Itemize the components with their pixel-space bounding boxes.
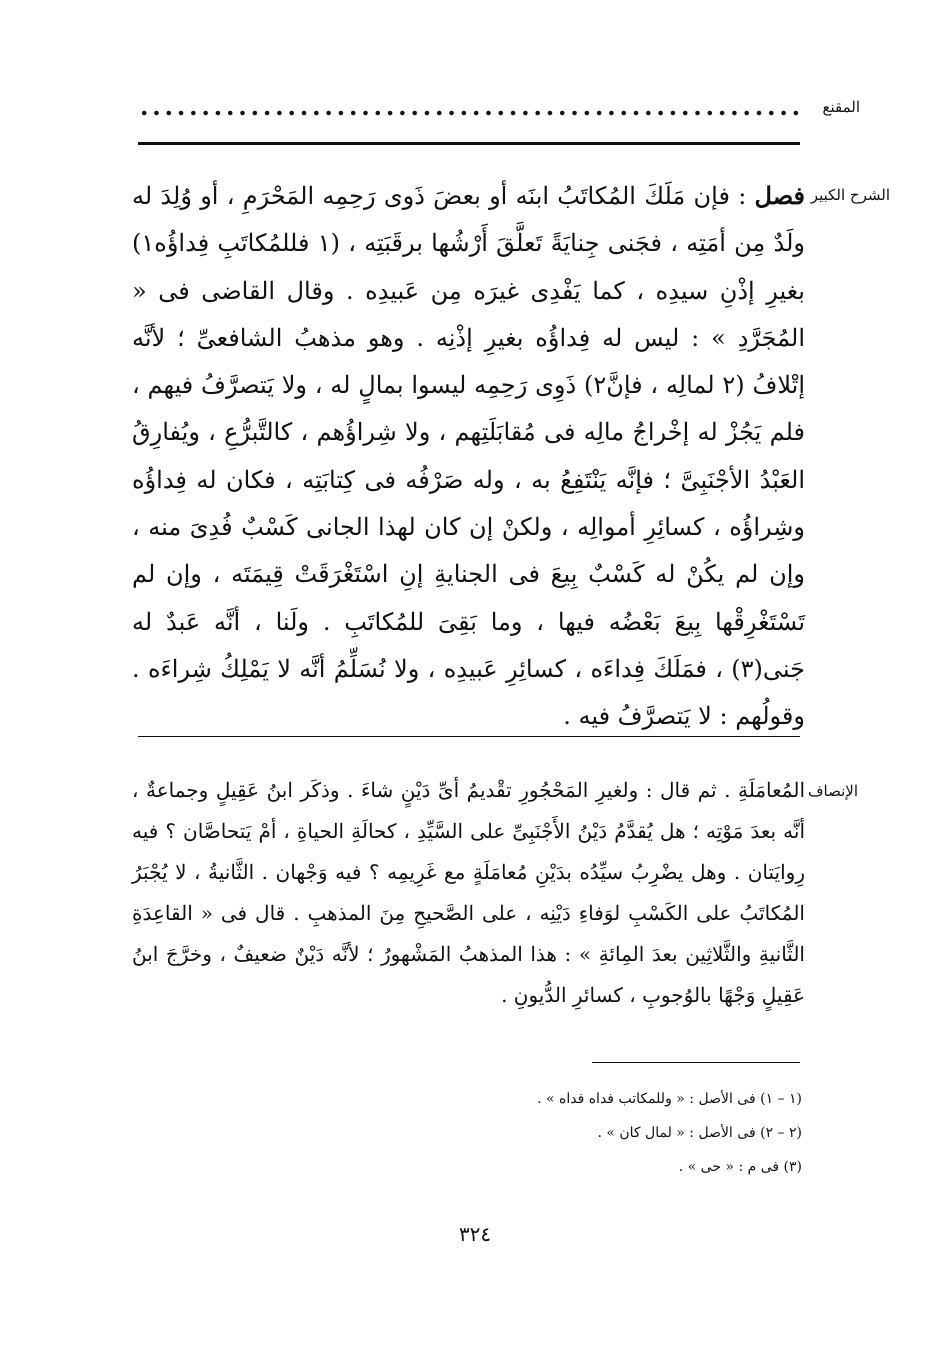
section-divider xyxy=(138,736,800,737)
footnote-3: (٣) فى م : « حى » . xyxy=(678,1159,802,1175)
footnote-2: (٢ – ٢) فى الأصل : « لمال كان » . xyxy=(597,1125,802,1141)
sharh-side-label: الشرح الكبير xyxy=(810,186,890,204)
dotted-rule xyxy=(138,108,798,118)
footnote-rule xyxy=(592,1062,800,1063)
section-keyword: فصل xyxy=(754,181,806,210)
header-rule xyxy=(138,142,800,145)
sharh-paragraph: : فإن مَلَكَ المُكاتَبُ ابنَه أو بعضَ ذَوى رَحِمِه المَحْرَمِ ، أو وُلِدَ له ولَدٌ مِن أمَتِه ، فجَنى جِنايَةً تَعلَّقَ أَرْشُها برقَبَتِه ، (١ فللمُكاتَبِ فِداؤُه١) بغيرِ إذْنِ سيدِه ، كما يَفْدِى غيرَه مِن عَبيدِه . وقال القاضى فى « المُجَرَّدِ » : ليس له فِداؤُه بغيرِ إذْنِه . وهو مذهبُ الشافعىِّ ؛ لأنَّه إتْلافُ (٢ لمالِه ، فإنَّ٢) ذَوِى رَحِمِه ليسوا بمالٍ له ، ولا يَتصرَّفُ فيهم ، فلم يَجُزْ له إخْراجُ مالِه فى مُقابَلَتِهم ، ولا شِراؤُهم ، كالتَّبرُّعِ ، ويُفارِقُ العَبْدُ الأجْنَبِىَّ ؛ فإنَّه يَنْتَفِعُ به ، وله صَرْفُه فى كِتابَتِه ، فكان له فِداؤُه وشِراؤُه ، كسائِرِ أموالِه ، ولكنْ إن كان لهذا الجانى كَسْبٌ فُدِىَ منه ، وإن لم يكُنْ له كَسْبٌ بِيعَ فى الجنايةِ إنِ اسْتَغْرَقَتْ قِيمَتَه ، وإن لم تَسْتَغْرِقْها بِيعَ بَعْضُه فيها ، وما بَقِىَ للمُكاتَبِ . ولَنا ، أنَّه عَبدٌ له جَنى(٣) ، فمَلَكَ فِداءَه ، كسائِرِ عَبيدِه ، ولا نُسَلِّمُ أنَّه لا يَمْلِكُ شِراءَه . وقولُهم : لا يَتصرَّفُ فيه . xyxy=(132,182,805,731)
footnote-1: (١ – ١) فى الأصل : « وللمكاتب فداه فداه » . xyxy=(537,1091,802,1107)
running-head: المقنع xyxy=(822,98,860,116)
insaf-paragraph: المُعامَلَةِ . ثم قال : ولغيرِ المَحْجُورِ تقْديمُ أىِّ دَيْنٍ شاءَ . وذكَر ابنُ عَقِيلٍ وجماعةٌ ، أنَّه بعدَ مَوْتِه ؛ هل يُقدَّمُ دَيْنُ الأَجْنَبِىِّ على السَّيِّدِ ، كحالَةِ الحياةِ ، أمْ يَتحاصَّان ؟ فيه رِوايَتان . وهل يضْرِبُ سيِّدُه بدَيْنِ مُعامَلَةٍ مع غَرِيمِه ؟ فيه وَجْهان . الثَّانيةُ ، لا يُجْبَرُ المُكاتَبُ على الكَسْبِ لوَفاءِ دَيْنِه ، على الصَّحيحِ مِنَ المذهبِ . قال فى « القاعِدَةِ الثَّانيةِ والثَّلاثِين بعدَ المِائةِ » : هذا المذهبُ المَشْهورُ ؛ لأنَّه دَيْنٌ ضعيفٌ ، وخرَّجَ ابنُ عَقِيلٍ وَجْهًا بالوُجوبِ ، كسائرِ الدُّيونِ . xyxy=(132,778,805,1007)
insaf-side-label: الإنصاف xyxy=(807,782,858,800)
footnotes xyxy=(360,1082,802,1184)
insaf-text-block xyxy=(132,770,805,1016)
page-number: ٣٢٤ xyxy=(458,1222,492,1246)
sharh-text-block xyxy=(132,172,805,741)
